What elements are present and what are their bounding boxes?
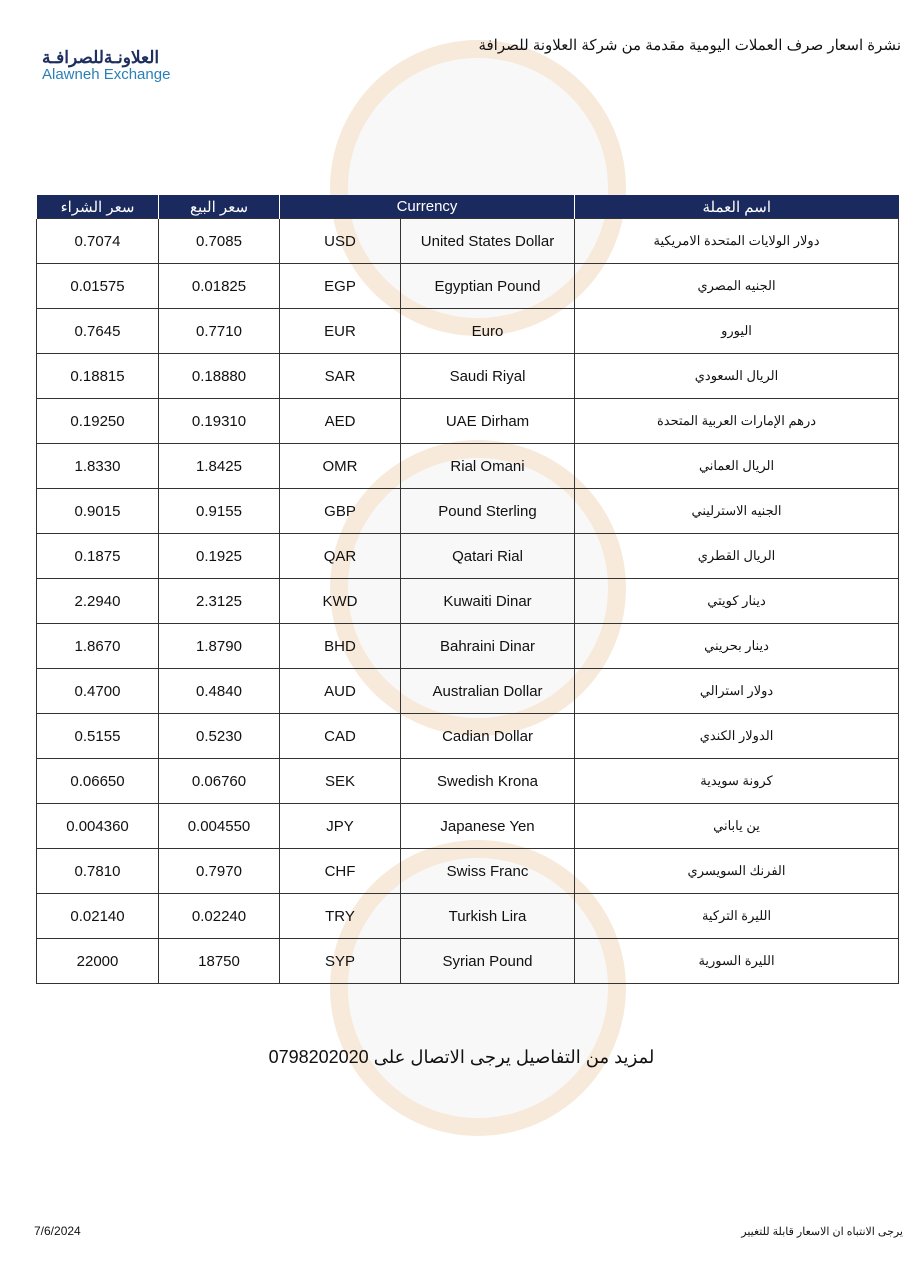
sell-rate: 0.7970 [159, 849, 280, 894]
table-row [37, 219, 899, 264]
date: 7/6/2024 [34, 1224, 81, 1238]
contact-line: لمزيد من التفاصيل يرجى الاتصال على 0798202020 [268, 1047, 655, 1067]
currency-name-ar: اليورو [575, 309, 899, 354]
currency-name: Cadian Dollar [401, 714, 575, 759]
table-row [37, 264, 899, 309]
table-row [37, 894, 899, 939]
currency-name-ar: الريال القطري [575, 534, 899, 579]
sell-rate: 0.5230 [159, 714, 280, 759]
currency-name-ar: دينار بحريني [575, 624, 899, 669]
sell-rate: 0.18880 [159, 354, 280, 399]
buy-rate: 0.4700 [37, 669, 159, 714]
sell-rate: 18750 [159, 939, 280, 984]
currency-code: QAR [280, 534, 401, 579]
currency-code: CHF [280, 849, 401, 894]
header-name-ar: اسم العملة [575, 195, 899, 219]
header-currency: Currency [280, 195, 575, 219]
currency-code: AED [280, 399, 401, 444]
page-title: نشرة اسعار صرف العملات اليومية مقدمة من شركة العلاونة للصرافة [478, 37, 901, 54]
table-row [37, 399, 899, 444]
table-row [37, 849, 899, 894]
sell-rate: 0.4840 [159, 669, 280, 714]
table-row [37, 759, 899, 804]
currency-code: TRY [280, 894, 401, 939]
sell-rate: 1.8790 [159, 624, 280, 669]
currency-name: Swedish Krona [401, 759, 575, 804]
currency-name: Turkish Lira [401, 894, 575, 939]
buy-rate: 1.8670 [37, 624, 159, 669]
currency-name: United States Dollar [401, 219, 575, 264]
currency-name: UAE Dirham [401, 399, 575, 444]
table-row [37, 489, 899, 534]
table-row [37, 624, 899, 669]
sell-rate: 0.7085 [159, 219, 280, 264]
currency-name: Saudi Riyal [401, 354, 575, 399]
currency-name-ar: ين ياباني [575, 804, 899, 849]
currency-name: Euro [401, 309, 575, 354]
buy-rate: 2.2940 [37, 579, 159, 624]
table-row [37, 804, 899, 849]
sell-rate: 0.01825 [159, 264, 280, 309]
logo-english: Alawneh Exchange [42, 66, 171, 83]
currency-name: Japanese Yen [401, 804, 575, 849]
table-row [37, 939, 899, 984]
buy-rate: 0.004360 [37, 804, 159, 849]
currency-name: Egyptian Pound [401, 264, 575, 309]
buy-rate: 0.18815 [37, 354, 159, 399]
currency-name-ar: درهم الإمارات العربية المتحدة [575, 399, 899, 444]
currency-code: OMR [280, 444, 401, 489]
currency-name-ar: الدولار الكندي [575, 714, 899, 759]
currency-name-ar: دولار استرالي [575, 669, 899, 714]
disclaimer: يرجى الانتباه ان الاسعار قابلة للتغيير [741, 1226, 903, 1238]
currency-name-ar: الريال السعودي [575, 354, 899, 399]
currency-name-ar: الجنيه الاسترليني [575, 489, 899, 534]
currency-name: Rial Omani [401, 444, 575, 489]
header-sell: سعر البيع [159, 195, 280, 219]
buy-rate: 1.8330 [37, 444, 159, 489]
currency-name-ar: الليرة التركية [575, 894, 899, 939]
buy-rate: 0.19250 [37, 399, 159, 444]
currency-code: JPY [280, 804, 401, 849]
buy-rate: 0.02140 [37, 894, 159, 939]
header-buy: سعر الشراء [37, 195, 159, 219]
currency-code: GBP [280, 489, 401, 534]
table-row [37, 309, 899, 354]
currency-name: Qatari Rial [401, 534, 575, 579]
table-row [37, 669, 899, 714]
currency-code: USD [280, 219, 401, 264]
buy-rate: 0.5155 [37, 714, 159, 759]
currency-code: EGP [280, 264, 401, 309]
currency-code: BHD [280, 624, 401, 669]
sell-rate: 1.8425 [159, 444, 280, 489]
currency-name-ar: دولار الولايات المتحدة الامريكية [575, 219, 899, 264]
logo [42, 48, 170, 83]
currency-name-ar: الفرنك السويسري [575, 849, 899, 894]
sell-rate: 0.9155 [159, 489, 280, 534]
currency-code: SEK [280, 759, 401, 804]
currency-code: SAR [280, 354, 401, 399]
buy-rate: 22000 [37, 939, 159, 984]
table-row [37, 444, 899, 489]
currency-code: EUR [280, 309, 401, 354]
buy-rate: 0.1875 [37, 534, 159, 579]
table-row [37, 579, 899, 624]
currency-code: CAD [280, 714, 401, 759]
sell-rate: 0.02240 [159, 894, 280, 939]
buy-rate: 0.7074 [37, 219, 159, 264]
buy-rate: 0.9015 [37, 489, 159, 534]
currency-name-ar: الريال العماني [575, 444, 899, 489]
sell-rate: 2.3125 [159, 579, 280, 624]
currency-name: Bahraini Dinar [401, 624, 575, 669]
rates-table [36, 195, 899, 984]
table-row [37, 534, 899, 579]
buy-rate: 0.06650 [37, 759, 159, 804]
buy-rate: 0.01575 [37, 264, 159, 309]
sell-rate: 0.1925 [159, 534, 280, 579]
currency-name-ar: كرونة سويدية [575, 759, 899, 804]
currency-code: SYP [280, 939, 401, 984]
sell-rate: 0.7710 [159, 309, 280, 354]
sell-rate: 0.06760 [159, 759, 280, 804]
table-row [37, 354, 899, 399]
buy-rate: 0.7645 [37, 309, 159, 354]
currency-name: Swiss Franc [401, 849, 575, 894]
currency-code: AUD [280, 669, 401, 714]
currency-name: Pound Sterling [401, 489, 575, 534]
table-row [37, 714, 899, 759]
logo-arabic: العلاونـةللصرافـة [42, 48, 160, 67]
sell-rate: 0.19310 [159, 399, 280, 444]
currency-name-ar: الجنيه المصري [575, 264, 899, 309]
currency-name: Syrian Pound [401, 939, 575, 984]
currency-name: Kuwaiti Dinar [401, 579, 575, 624]
currency-name-ar: دينار كويتي [575, 579, 899, 624]
currency-name: Australian Dollar [401, 669, 575, 714]
buy-rate: 0.7810 [37, 849, 159, 894]
currency-name-ar: الليرة السورية [575, 939, 899, 984]
currency-code: KWD [280, 579, 401, 624]
sell-rate: 0.004550 [159, 804, 280, 849]
